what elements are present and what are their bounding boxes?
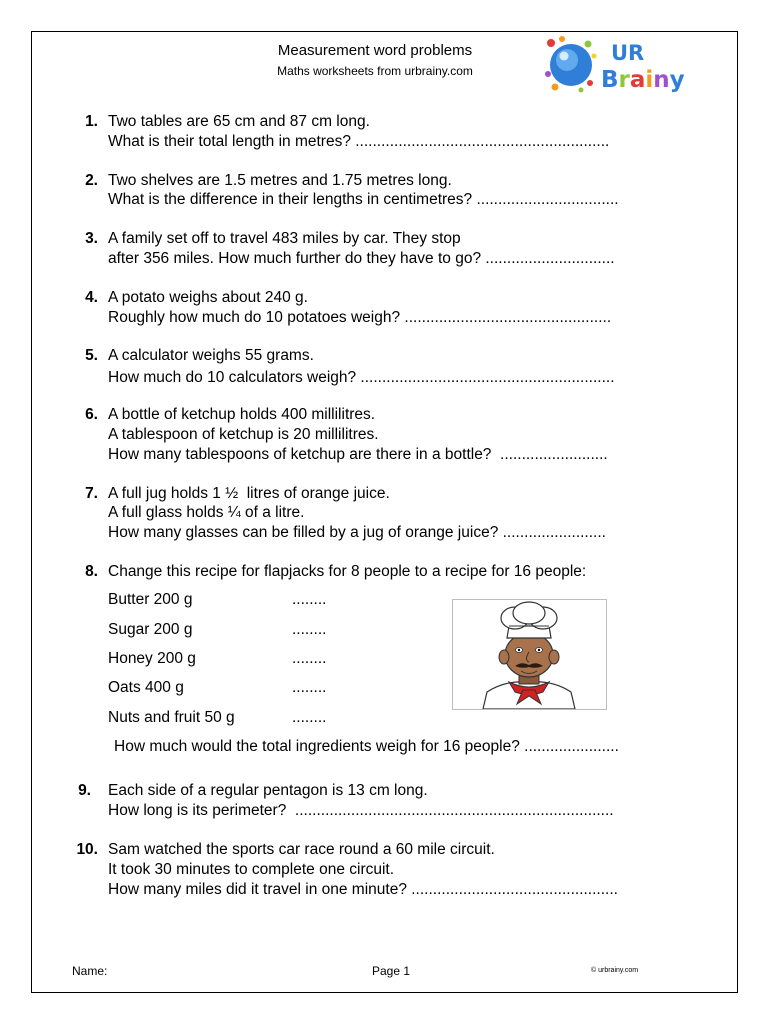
question-text: A potato weighs about 240 g. [108,289,308,306]
question-text: A family set off to travel 483 miles by car. They stop [108,230,461,247]
question-number: 1. [85,113,98,130]
answer-blank[interactable]: ........ [292,621,327,638]
question-text: Each side of a regular pentagon is 13 cm long. [108,782,428,799]
question-text: A tablespoon of ketchup is 20 millilitres. [108,426,379,443]
name-label: Name: [72,964,108,978]
question-text: A calculator weighs 55 grams. [108,347,314,364]
question-text: How many miles did it travel in one minute? ................................................ [108,881,618,898]
question-text: How many glasses can be filled by a jug of orange juice? ........................ [108,524,606,541]
question-text: What is the difference in their lengths in centimetres? ................................. [108,191,619,208]
question-text: Sam watched the sports car race round a 60 mile circuit. [108,841,495,858]
answer-blank[interactable]: ........ [292,650,327,667]
answer-blank[interactable]: ........ [292,709,327,726]
question-text: A bottle of ketchup holds 400 millilitres. [108,406,376,423]
worksheet-title: Measurement word problems [277,42,473,59]
question-text: Roughly how much do 10 potatoes weigh? ................................................ [108,309,612,326]
question-text: A full jug holds 1 ½ litres of orange juice. [108,485,390,502]
question-text: How much would the total ingredients weigh for 16 people? ...................... [114,738,619,755]
question-text: Change this recipe for flapjacks for 8 people to a recipe for 16 people: [108,563,587,580]
question-text: How long is its perimeter? .......................................................................... [108,802,614,819]
question-number: 2. [85,172,98,189]
worksheet-subtitle: Maths worksheets from urbrainy.com [277,64,473,78]
question-number: 4. [85,289,98,306]
ingredient-name: Sugar 200 g [108,621,193,638]
chef-illustration [452,599,607,710]
question-text: A full glass holds ¼ of a litre. [108,504,305,521]
question-text: It took 30 minutes to complete one circuit. [108,861,395,878]
question-number: 9. [78,782,91,799]
question-text: Two tables are 65 cm and 87 cm long. [108,113,370,130]
question-number: 8. [85,563,98,580]
svg-text:UR: UR [611,41,645,65]
question-text: Two shelves are 1.5 metres and 1.75 metres long. [108,172,452,189]
answer-blank[interactable]: ........ [292,591,327,608]
urbrainy-logo [543,34,693,94]
question-number: 6. [85,406,98,423]
question-text: after 356 miles. How much further do they have to go? .............................. [108,250,615,267]
chef-icon [453,600,606,709]
page-number: Page 1 [372,964,411,978]
ingredient-name: Nuts and fruit 50 g [108,709,235,726]
ingredient-name: Butter 200 g [108,591,193,608]
question-number: 10. [76,841,98,858]
question-text: How many tablespoons of ketchup are there in a bottle? ......................... [108,446,608,463]
svg-text:Brainy: Brainy [601,67,685,93]
question-text: How much do 10 calculators weigh? ........................................................... [108,369,615,386]
question-number: 3. [85,230,98,247]
question-text: What is their total length in metres? ........................................................... [108,133,610,150]
question-number: 7. [85,485,98,502]
ingredient-name: Honey 200 g [108,650,196,667]
copyright-text: © urbrainy.com [591,967,639,974]
ingredient-name: Oats 400 g [108,679,184,696]
question-number: 5. [85,347,98,364]
answer-blank[interactable]: ........ [292,679,327,696]
